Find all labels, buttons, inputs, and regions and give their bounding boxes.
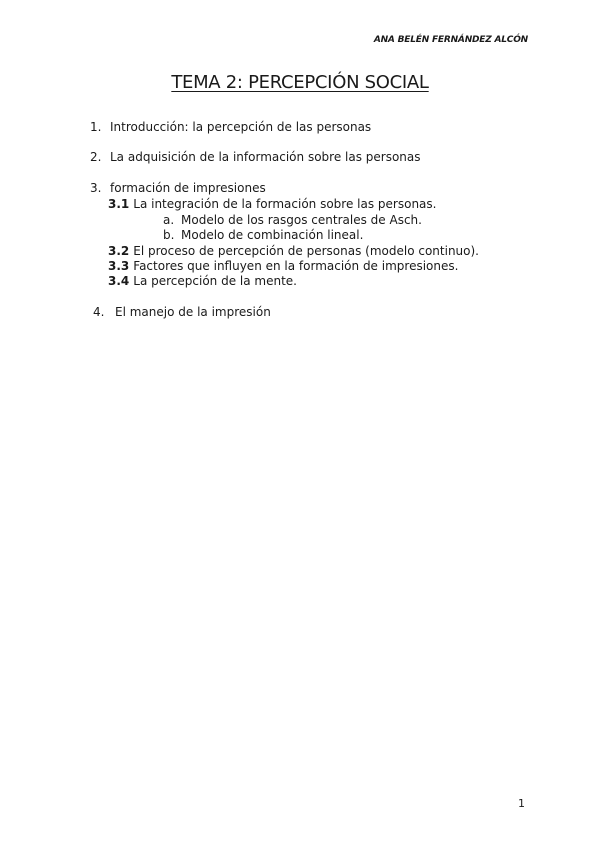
toc-subitem-number: 3.2 (108, 244, 130, 258)
toc-subitem-number: 3.1 (108, 197, 130, 211)
toc-item-text: Introducción: la percepción de las personas (110, 120, 372, 134)
toc-subsubitem-text: Modelo de combinación lineal. (181, 228, 364, 242)
toc-subitem-3-4 (108, 273, 297, 289)
toc-item-number: 4. (93, 305, 105, 319)
toc-subsubitem-number: b. (163, 228, 175, 242)
toc-subitem-number: 3.3 (108, 259, 130, 273)
document-title: TEMA 2: PERCEPCIÓN SOCIAL (171, 72, 429, 93)
toc-item-text: La adquisición de la información sobre las personas (110, 150, 421, 164)
toc-item-4 (93, 304, 271, 320)
toc-subitem-3-1 (108, 196, 436, 212)
toc-subitem-text: La integración de la formación sobre las personas. (133, 197, 437, 211)
page-number: 1 (518, 797, 525, 810)
author-name: ANA BELÉN FERNÁNDEZ ALCÓN (373, 35, 528, 45)
toc-item-text: El manejo de la impresión (115, 305, 271, 319)
toc-subitem-3-3 (108, 258, 458, 274)
toc-subitem-text: Factores que influyen en la formación de impresiones. (133, 259, 459, 273)
toc-subsubitem-text: Modelo de los rasgos centrales de Asch. (181, 213, 422, 227)
toc-subsubitem-a (163, 212, 422, 228)
toc-item-number: 1. (90, 120, 102, 134)
toc-subsubitem-b (163, 227, 363, 243)
toc-subitem-3-2 (108, 243, 479, 259)
toc-item-text: formación de impresiones (110, 181, 266, 195)
toc-item-2 (90, 149, 421, 165)
toc-item-1 (90, 119, 371, 135)
toc-subitem-text: La percepción de la mente. (133, 274, 297, 288)
toc-subsubitem-number: a. (163, 213, 175, 227)
toc-subitem-text: El proceso de percepción de personas (modelo continuo). (133, 244, 479, 258)
toc-item-3 (90, 180, 266, 196)
toc-item-number: 2. (90, 150, 102, 164)
toc-subitem-number: 3.4 (108, 274, 130, 288)
toc-item-number: 3. (90, 181, 102, 195)
